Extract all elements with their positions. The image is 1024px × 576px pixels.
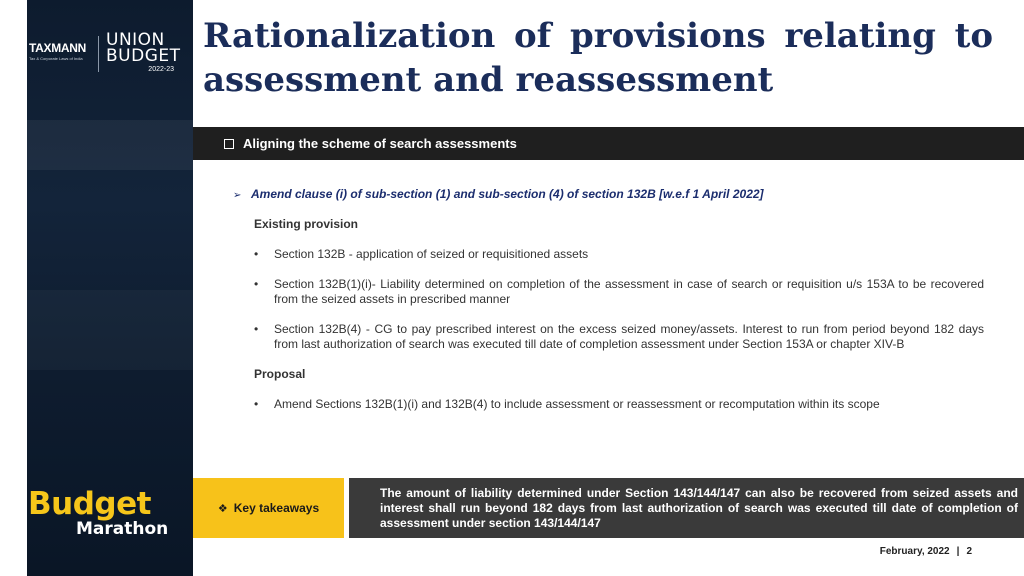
taxmann-logo [29, 41, 93, 61]
list-item-text: Amend Sections 132B(1)(i) and 132B(4) to include assessment or reassessment or recomputation within its scope [274, 397, 880, 411]
existing-provision-heading: Existing provision [254, 217, 359, 231]
list-item [254, 397, 984, 412]
union-budget-line2: BUDGET [106, 46, 181, 66]
key-takeaways-label-box [193, 478, 344, 538]
union-budget-logo [106, 32, 182, 73]
list-item-text: Section 132B(4) - CG to pay prescribed interest on the excess seized money/assets. Interest to run from period beyond 182 days from last authorization of search was executed till date of completion assessment under Section 153A or chapter XIV-B [274, 322, 984, 351]
union-budget-line1: UNION [106, 30, 165, 50]
bullet-icon: • [254, 247, 259, 261]
bullet-icon: • [254, 277, 259, 291]
bullet-icon: • [254, 397, 259, 411]
budget-year: 2022-23 [148, 66, 174, 73]
marathon-line1: Budget [28, 486, 151, 522]
marathon-line2: Marathon [76, 519, 169, 539]
list-item-text: Section 132B(1)(i)- Liability determined on completion of the assessment in case of search or requisition u/s 153A to be recovered from the seized assets in prescribed manner [274, 277, 984, 306]
footer-date: February, 2022 [879, 546, 950, 557]
section-header-bar [193, 127, 1024, 160]
taxmann-tagline: Tax & Corporate Laws of India [29, 56, 83, 61]
budget-marathon-logo [28, 486, 169, 539]
sidebar-strip [0, 0, 27, 576]
list-item [254, 277, 984, 307]
slide-title: Rationalization of provisions relating to assessment and reassessment [203, 16, 993, 100]
list-item-text: Section 132B - application of seized or requisitioned assets [274, 247, 589, 261]
sidebar [0, 0, 193, 576]
checkbox-icon [224, 139, 234, 149]
taxmann-logo-text: TAXMANN [29, 41, 87, 55]
arrow-bullet-icon: ➢ [233, 190, 242, 201]
key-takeaways-text: The amount of liability determined under Section 143/144/147 can also be recovered from seized assets and interest shall run beyond 182 days from last authorization of search was executed till date of completion of assessment under section 143/144/147 [349, 478, 1024, 538]
amendment-text: Amend clause (i) of sub-section (1) and sub-section (4) of section 132B [w.e.f 1 April 2022] [251, 187, 764, 201]
proposal-heading: Proposal [254, 367, 306, 381]
diamond-bullet-icon: ❖ [217, 502, 228, 515]
list-item [254, 322, 984, 352]
section-heading: Aligning the scheme of search assessments [243, 136, 517, 151]
page-number: 2 [966, 546, 972, 557]
footer-separator: | [956, 546, 960, 557]
bullet-icon: • [254, 322, 259, 336]
key-takeaways-label: Key takeaways [233, 501, 320, 515]
slide-footer [880, 546, 972, 557]
logo-divider [98, 36, 99, 72]
list-item [254, 247, 984, 262]
amendment-line [233, 187, 993, 201]
